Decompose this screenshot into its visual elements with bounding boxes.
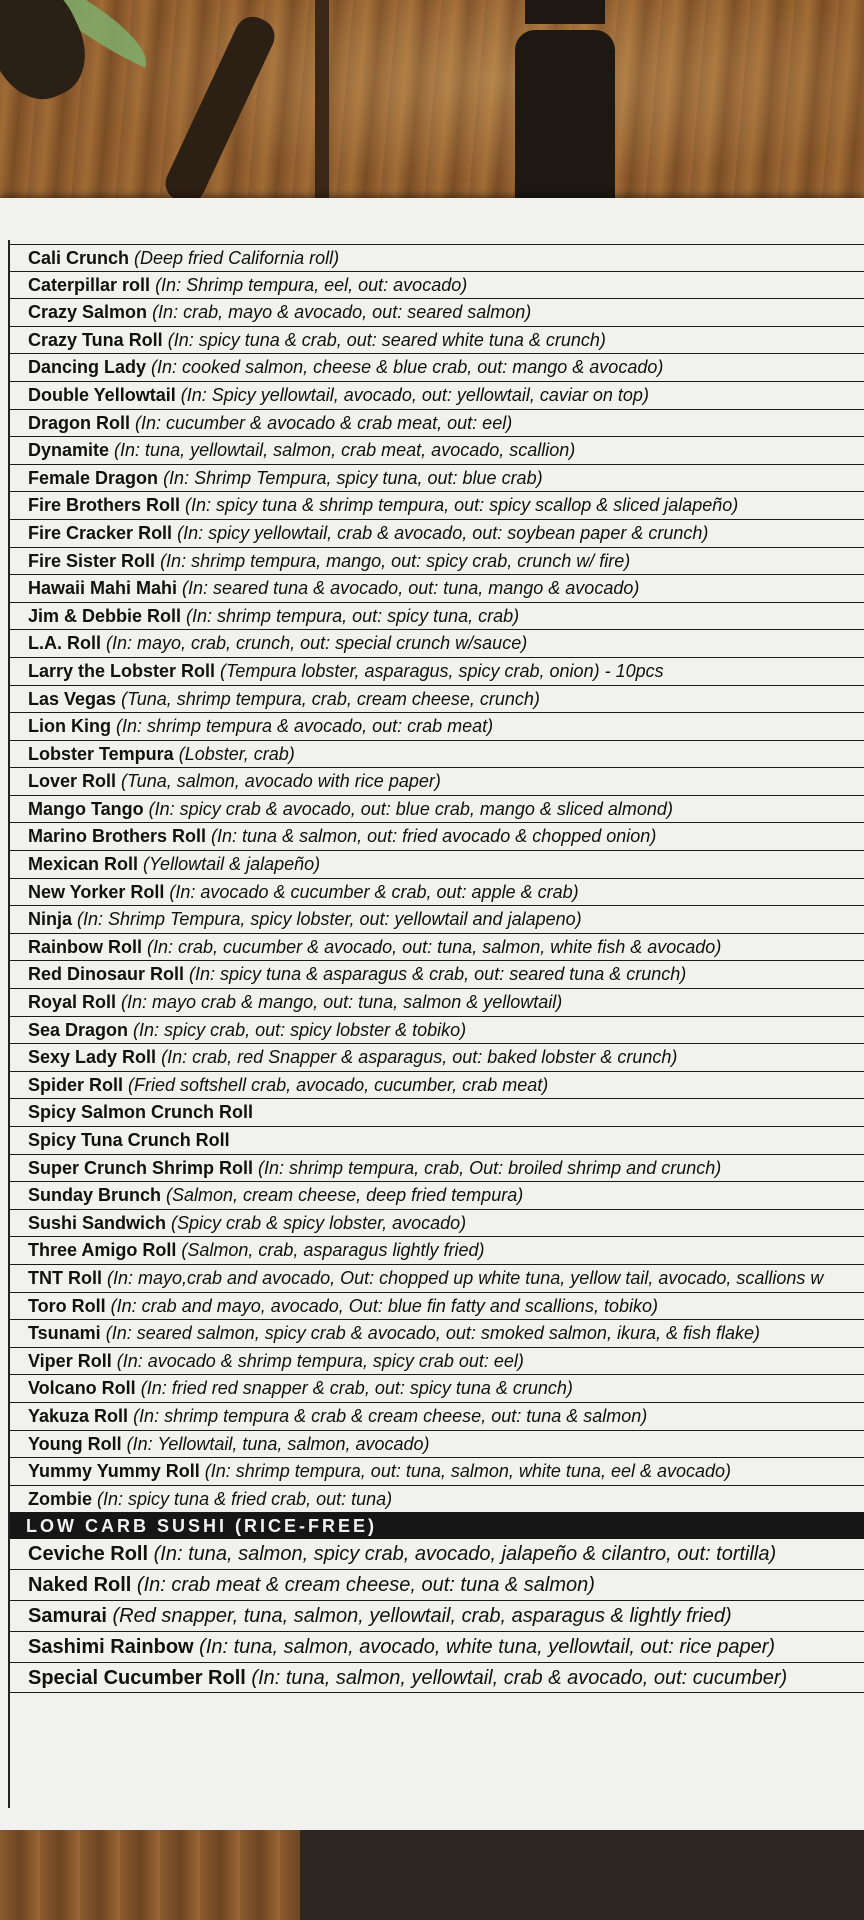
menu-item-name: Toro Roll — [28, 1295, 106, 1316]
menu-item-name: Viper Roll — [28, 1350, 112, 1371]
menu-item — [10, 961, 864, 989]
menu-item-name: Yakuza Roll — [28, 1405, 129, 1426]
menu-item — [10, 1486, 864, 1514]
menu-item — [10, 1155, 864, 1183]
menu-item — [10, 713, 864, 741]
menu-item-name: Tsunami — [28, 1323, 101, 1344]
menu-item — [10, 741, 864, 769]
handle-decoration — [160, 11, 281, 209]
menu-item-description: (In: tuna, salmon, avocado, white tuna, yellowtail, out: rice paper) — [199, 1635, 776, 1658]
menu-item-name: Crazy Salmon — [28, 302, 148, 323]
menu-item-name: Spicy Tuna Crunch Roll — [28, 1130, 230, 1150]
menu-item-name: Yummy Yummy Roll — [28, 1461, 200, 1482]
menu-item — [10, 796, 864, 824]
menu-item — [10, 603, 864, 631]
menu-item — [10, 1403, 864, 1431]
menu-item-name: Sushi Sandwich — [28, 1212, 167, 1233]
menu-item-name: Lover Roll — [28, 771, 117, 792]
menu-item-description: (In: crab, mayo & avocado, out: seared salmon) — [152, 302, 532, 323]
menu-item-description: (Salmon, cream cheese, deep fried tempura) — [166, 1185, 524, 1206]
menu-item-name: Lion King — [28, 716, 111, 737]
menu-item-name: Cali Crunch — [28, 248, 130, 268]
menu-item-name: Red Dinosaur Roll — [28, 964, 185, 985]
menu-item — [10, 1293, 864, 1321]
menu-item-name: Young Roll — [28, 1433, 122, 1454]
menu-item — [10, 823, 864, 851]
menu-item — [10, 1458, 864, 1486]
menu-item-name: Sea Dragon — [28, 1019, 129, 1040]
menu-item — [10, 1237, 864, 1265]
menu-item-description: (In: tuna, salmon, yellowtail, crab & avocado, out: cucumber) — [251, 1666, 788, 1689]
menu-item-description: (In: spicy tuna & fried crab, out: tuna) — [97, 1488, 393, 1509]
menu-item — [10, 1182, 864, 1210]
menu-item — [10, 299, 864, 327]
menu-item — [10, 1044, 864, 1072]
menu-item — [10, 630, 864, 658]
menu-item-description: (In: crab, cucumber & avocado, out: tuna, salmon, white fish & avocado) — [147, 936, 722, 957]
menu-item-name: Marino Brothers Roll — [28, 826, 207, 847]
menu-item — [10, 437, 864, 465]
menu-item-description: (In: spicy crab, out: spicy lobster & tobiko) — [133, 1019, 467, 1040]
menu-item — [10, 410, 864, 438]
menu-item-description: (In: Shrimp Tempura, spicy tuna, out: blue crab) — [163, 467, 543, 488]
menu-item-description: (In: avocado & cucumber & crab, out: apple & crab) — [169, 881, 579, 902]
menu-item — [10, 1210, 864, 1238]
menu-item-name: TNT Roll — [28, 1267, 102, 1288]
menu-item — [10, 465, 864, 493]
menu-item — [10, 989, 864, 1017]
menu-item — [10, 1632, 864, 1663]
menu-item-description: (Tuna, shrimp tempura, crab, cream cheese, crunch) — [121, 688, 540, 709]
menu-item-name: Caterpillar roll — [28, 274, 151, 295]
menu-item-description: (Tempura lobster, asparagus, spicy crab, onion) - 10pcs — [220, 660, 664, 681]
menu-item-name: Dragon Roll — [28, 412, 130, 433]
menu-item-name: Lobster Tempura — [28, 743, 174, 764]
menu-item-name: Double Yellowtail — [28, 384, 176, 405]
menu-item — [10, 906, 864, 934]
menu-item — [10, 768, 864, 796]
menu-item-description: (In: seared tuna & avocado, out: tuna, mango & avocado) — [182, 578, 640, 599]
menu-item — [10, 879, 864, 907]
menu-item-name: Naked Roll — [28, 1574, 132, 1597]
background-photo-bottom — [0, 1830, 864, 1920]
low-carb-list — [10, 1539, 864, 1693]
menu-item — [10, 382, 864, 410]
menu-item-description: (In: seared salmon, spicy crab & avocado, out: smoked salmon, ikura, & fish flake) — [105, 1323, 760, 1344]
menu-item-name: Zombie — [28, 1488, 93, 1509]
low-carb-section-header: LOW CARB SUSHI (RICE-FREE) — [10, 1513, 864, 1539]
menu-item-description: (In: cooked salmon, cheese & blue crab, out: mango & avocado) — [151, 357, 664, 378]
menu-item-description: (In: shrimp tempura & crab & cream cheese, out: tuna & salmon) — [133, 1405, 648, 1426]
menu-item-name: Fire Sister Roll — [28, 550, 156, 571]
menu-item-name: Hawaii Mahi Mahi — [28, 578, 178, 599]
menu-item-name: Three Amigo Roll — [28, 1240, 177, 1261]
menu-item — [10, 934, 864, 962]
menu-item-name: L.A. Roll — [28, 633, 101, 654]
menu-item-name: Crazy Tuna Roll — [28, 329, 163, 350]
menu-item-description: (In: tuna & salmon, out: fried avocado & chopped onion) — [211, 826, 657, 847]
menu-item-description: (In: shrimp tempura, out: spicy tuna, crab) — [186, 605, 520, 626]
menu-item — [10, 1663, 864, 1694]
menu-item — [10, 520, 864, 548]
menu-item-name: Sashimi Rainbow — [28, 1635, 194, 1658]
menu-item-name: Mexican Roll — [28, 854, 139, 875]
menu-item-description: (In: shrimp tempura, crab, Out: broiled shrimp and crunch) — [258, 1157, 722, 1178]
menu-item-name: Dancing Lady — [28, 357, 147, 378]
menu-item — [10, 686, 864, 714]
menu-item-description: (In: shrimp tempura & avocado, out: crab meat) — [116, 716, 494, 737]
menu-item-name: Ninja — [28, 909, 73, 930]
menu-item — [10, 851, 864, 879]
menu-item — [10, 1539, 864, 1570]
wood-divider — [315, 0, 329, 200]
menu-item-name: Super Crunch Shrimp Roll — [28, 1157, 254, 1178]
menu-item-name: Fire Brothers Roll — [28, 495, 181, 516]
menu-item-description: (In: Spicy yellowtail, avocado, out: yellowtail, caviar on top) — [180, 384, 649, 405]
menu-item-description: (In: avocado & shrimp tempura, spicy crab out: eel) — [116, 1350, 524, 1371]
menu-item-description: (Spicy crab & spicy lobster, avocado) — [171, 1212, 467, 1233]
dark-object — [300, 1830, 864, 1920]
menu-item-description: (In: spicy yellowtail, crab & avocado, out: soybean paper & crunch) — [177, 522, 709, 543]
menu-item-description: (Salmon, crab, asparagus lightly fried) — [181, 1240, 485, 1261]
menu-item-description: (In: spicy tuna & asparagus & crab, out: seared tuna & crunch) — [189, 964, 687, 985]
menu-item — [10, 354, 864, 382]
menu-item — [10, 1072, 864, 1100]
menu-item — [10, 1375, 864, 1403]
menu-item — [10, 1348, 864, 1376]
menu-item-description: (In: shrimp tempura, mango, out: spicy crab, crunch w/ fire) — [160, 550, 631, 571]
menu-item-name: Spider Roll — [28, 1074, 124, 1095]
menu-item-name: Sunday Brunch — [28, 1185, 162, 1206]
menu-item-description: (In: fried red snapper & crab, out: spicy tuna & crunch) — [140, 1378, 573, 1399]
menu-item — [10, 575, 864, 603]
menu-item-description: (Fried softshell crab, avocado, cucumber, crab meat) — [128, 1074, 549, 1095]
menu-item-name: Samurai — [28, 1604, 107, 1627]
menu-item-name: Rainbow Roll — [28, 936, 142, 957]
menu-item-name: Larry the Lobster Roll — [28, 660, 216, 681]
menu-item-description: (In: shrimp tempura, out: tuna, salmon, white tuna, eel & avocado) — [204, 1461, 732, 1482]
menu-item-description: (Yellowtail & jalapeño) — [143, 854, 321, 875]
menu-item-name: Female Dragon — [28, 467, 159, 488]
menu-item-description: (In: Shrimp tempura, eel, out: avocado) — [155, 274, 468, 295]
sushi-roll-menu — [10, 244, 864, 1693]
menu-item-name: Jim & Debbie Roll — [28, 605, 182, 626]
menu-item-description: (In: spicy tuna & crab, out: seared white tuna & crunch) — [167, 329, 606, 350]
background-photo-top — [0, 0, 864, 200]
menu-item-description: (Tuna, salmon, avocado with rice paper) — [121, 771, 441, 792]
bottle — [515, 30, 615, 200]
menu-item-name: Las Vegas — [28, 688, 117, 709]
bottle-cap — [525, 0, 605, 24]
menu-item — [10, 1431, 864, 1459]
menu-item-description: (In: Yellowtail, tuna, salmon, avocado) — [126, 1433, 430, 1454]
menu-item — [10, 327, 864, 355]
roll-list — [10, 244, 864, 1513]
menu-item — [10, 658, 864, 686]
menu-item-description: (In: cucumber & avocado & crab meat, out: eel) — [135, 412, 513, 433]
menu-item-description: (In: Shrimp Tempura, spicy lobster, out: yellowtail and jalapeno) — [77, 909, 582, 930]
menu-item-name: Volcano Roll — [28, 1378, 136, 1399]
menu-item-name: New Yorker Roll — [28, 881, 165, 902]
menu-item — [10, 272, 864, 300]
menu-item — [10, 1127, 864, 1155]
menu-item-description: (In: tuna, salmon, spicy crab, avocado, jalapeño & cilantro, out: tortilla) — [153, 1543, 777, 1566]
menu-item — [10, 1320, 864, 1348]
menu-item-name: Dynamite — [28, 440, 110, 461]
menu-item-name: Mango Tango — [28, 798, 144, 819]
menu-item-name: Spicy Salmon Crunch Roll — [28, 1102, 254, 1123]
menu-item-description: (In: mayo, crab, crunch, out: special crunch w/sauce) — [106, 633, 528, 654]
menu-item-description: (In: spicy crab & avocado, out: blue crab, mango & sliced almond) — [148, 798, 673, 819]
menu-item-name: Special Cucumber Roll — [28, 1666, 246, 1689]
menu-item-description: (Lobster, crab) — [178, 743, 295, 764]
menu-item-description: (In: crab and mayo, avocado, Out: blue fin fatty and scallions, tobiko) — [110, 1295, 658, 1316]
menu-item-description: (In: crab, red Snapper & asparagus, out: baked lobster & crunch) — [161, 1047, 678, 1068]
menu-item-description: (In: spicy tuna & shrimp tempura, out: spicy scallop & sliced jalapeño) — [185, 495, 739, 516]
menu-item-name: Ceviche Roll — [28, 1543, 149, 1566]
menu-item — [10, 1265, 864, 1293]
menu-item-name: Sexy Lady Roll — [28, 1047, 157, 1068]
menu-item — [10, 1017, 864, 1045]
menu-item-description: (In: crab meat & cream cheese, out: tuna & salmon) — [136, 1574, 595, 1597]
menu-item — [10, 492, 864, 520]
menu-item — [10, 1570, 864, 1601]
menu-item-description: (Deep fried California roll) — [134, 248, 340, 268]
menu-item-description: (In: mayo crab & mango, out: tuna, salmon & yellowtail) — [121, 992, 563, 1013]
menu-item-description: (In: mayo,crab and avocado, Out: chopped up white tuna, yellow tail, avocado, scallions w — [107, 1267, 824, 1288]
menu-item-name: Fire Cracker Roll — [28, 522, 173, 543]
menu-item — [10, 1099, 864, 1127]
menu-item-description: (Red snapper, tuna, salmon, yellowtail, crab, asparagus & lightly fried) — [112, 1604, 732, 1627]
menu-item — [10, 1601, 864, 1632]
menu-item — [10, 244, 864, 272]
menu-item-name: Royal Roll — [28, 992, 117, 1013]
menu-item-description: (In: tuna, yellowtail, salmon, crab meat, avocado, scallion) — [114, 440, 576, 461]
menu-item — [10, 548, 864, 576]
